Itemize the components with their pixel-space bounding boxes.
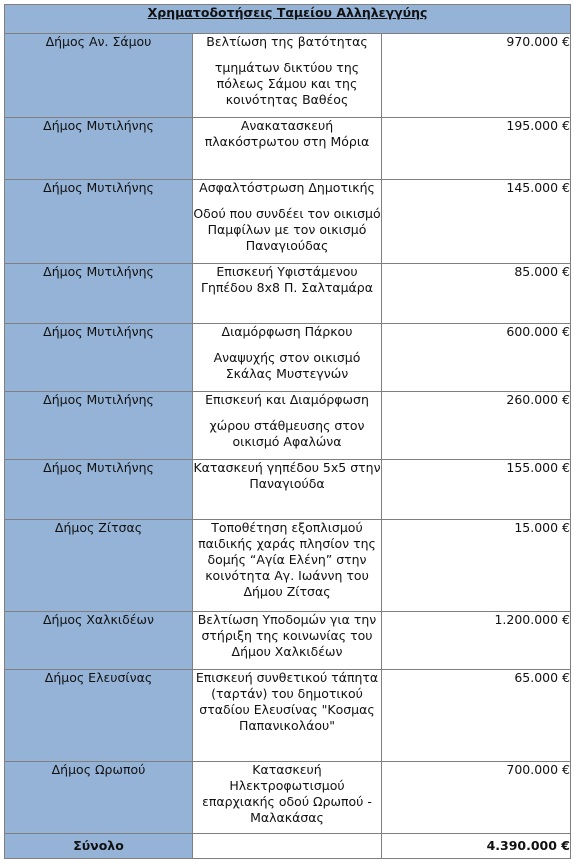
project-text-continued: Αναψυχής στον οικισμό Σκάλας Μυστεγνών (213, 350, 361, 381)
municipality-cell: Δήμος Μυτιλήνης (5, 460, 193, 520)
project-cell (193, 118, 382, 180)
amount-cell: 195.000 € (382, 118, 571, 180)
project-cell (193, 34, 382, 118)
project-cell (193, 392, 382, 460)
total-amount: 4.390.000 € (382, 834, 571, 859)
amount-cell: 260.000 € (382, 392, 571, 460)
table-row (5, 264, 571, 324)
table-row (5, 670, 571, 762)
municipality-cell: Δήμος Χαλκιδέων (5, 612, 193, 670)
project-cell (193, 180, 382, 264)
project-cell (193, 612, 382, 670)
paragraph-gap (193, 50, 381, 60)
project-text: Κατασκευή Ηλεκτροφωτισμού επαρχιακής οδού Ωρωπού - Μαλακάσας (202, 762, 372, 825)
paragraph-gap (193, 340, 381, 350)
project-text: Επισκευή συνθετικού τάπητα (ταρτάν) του δημοτικού σταδίου Ελευσίνας "Κοσμας Παπανικολάου" (195, 670, 379, 733)
project-text: Ασφαλτόστρωση Δημοτικής (199, 180, 375, 195)
paragraph-gap (193, 408, 381, 418)
amount-cell: 65.000 € (382, 670, 571, 762)
project-cell (193, 460, 382, 520)
amount-cell: 600.000 € (382, 324, 571, 392)
municipality-cell: Δήμος Αν. Σάμου (5, 34, 193, 118)
project-text: Βελτίωση της βατότητας (206, 34, 368, 49)
municipality-cell: Δήμος Μυτιλήνης (5, 264, 193, 324)
municipality-cell: Δήμος Μυτιλήνης (5, 180, 193, 264)
project-cell (193, 670, 382, 762)
amount-cell: 970.000 € (382, 34, 571, 118)
project-text: Βελτίωση Υποδομών για την στήριξη της κοινωνίας του Δήμου Χαλκιδέων (197, 612, 377, 659)
project-text: Κατασκευή γηπέδου 5x5 στην Παναγιούδα (193, 460, 381, 491)
table-title-row (5, 5, 571, 34)
amount-cell: 155.000 € (382, 460, 571, 520)
project-text-continued: χώρου στάθμευσης στον οικισμό Αφαλώνα (209, 418, 365, 449)
project-text: Επισκευή και Διαμόρφωση (205, 392, 369, 407)
project-text-continued: Οδού που συνδέει τον οικισμό Παμφίλων με τον οικισμό Παναγιούδας (193, 206, 381, 253)
municipality-cell: Δήμος Ελευσίνας (5, 670, 193, 762)
table-row (5, 392, 571, 460)
project-text-continued: τμημάτων δικτύου της πόλεως Σάμου και της κοινότητας Βαθέος (214, 60, 360, 107)
project-text: Ανακατασκευή πλακόστρωτου στη Μόρια (204, 118, 370, 149)
municipality-cell: Δήμος Μυτιλήνης (5, 118, 193, 180)
table-row (5, 520, 571, 612)
municipality-cell: Δήμος Ωρωπού (5, 762, 193, 834)
project-cell (193, 520, 382, 612)
amount-cell: 145.000 € (382, 180, 571, 264)
municipality-cell: Δήμος Μυτιλήνης (5, 392, 193, 460)
paragraph-gap (193, 196, 381, 206)
project-cell (193, 324, 382, 392)
amount-cell: 15.000 € (382, 520, 571, 612)
project-cell (193, 264, 382, 324)
table-title: Χρηματοδοτήσεις Ταμείου Αλληλεγγύης (5, 5, 571, 34)
project-text: Διαμόρφωση Πάρκου (221, 324, 353, 339)
table-row (5, 460, 571, 520)
total-row (5, 834, 571, 859)
table-row (5, 180, 571, 264)
project-text: Τοποθέτηση εξοπλισμού παιδικής χαράς πλησίον της δομής “Αγία Ελένη” στην κοινότητα Αγ. Ιωάννη του Δήμου Ζίτσας (198, 520, 376, 599)
amount-cell: 700.000 € (382, 762, 571, 834)
funding-table (4, 4, 571, 859)
table-row (5, 34, 571, 118)
amount-cell: 85.000 € (382, 264, 571, 324)
project-cell (193, 762, 382, 834)
total-empty-cell (193, 834, 382, 859)
table-row (5, 324, 571, 392)
table-row (5, 762, 571, 834)
municipality-cell: Δήμος Ζίτσας (5, 520, 193, 612)
table-row (5, 118, 571, 180)
amount-cell: 1.200.000 € (382, 612, 571, 670)
table-row (5, 612, 571, 670)
municipality-cell: Δήμος Μυτιλήνης (5, 324, 193, 392)
project-text: Επισκευή Υφιστάμενου Γηπέδου 8x8 Π. Σαλταμάρα (201, 264, 373, 295)
total-label: Σύνολο (5, 834, 193, 859)
